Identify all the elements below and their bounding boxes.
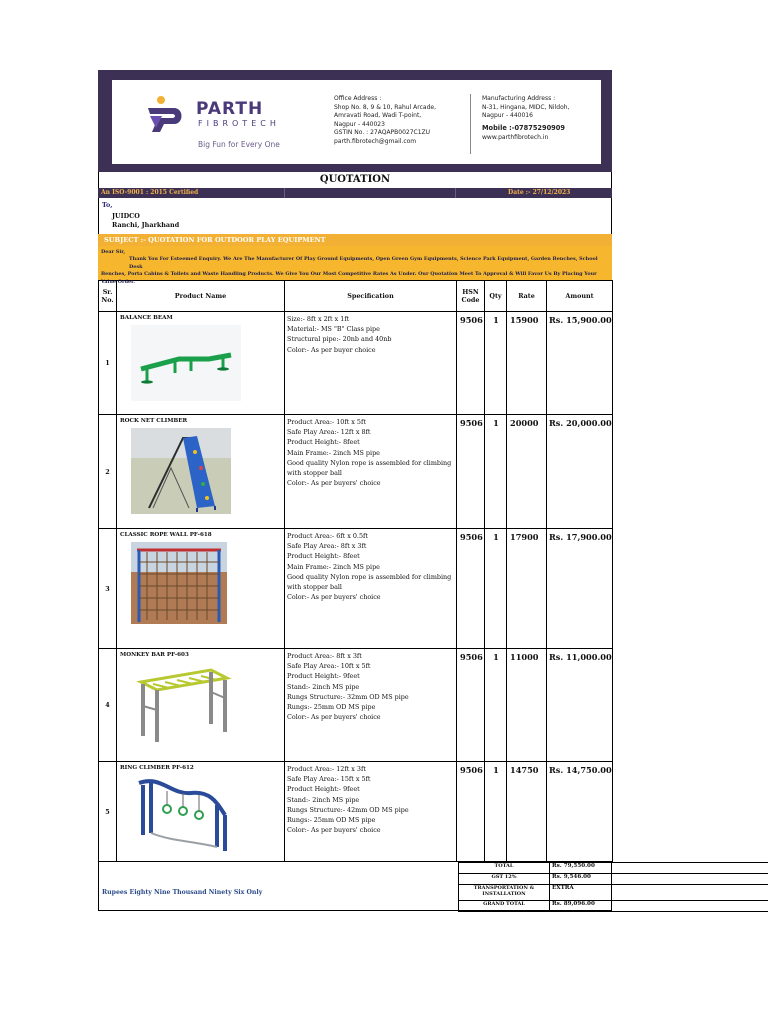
company-website: www.parthfibrotech.in xyxy=(482,134,549,142)
cover-letter xyxy=(98,246,612,285)
recipient-name: JUIDCO xyxy=(112,212,140,220)
item-qty: 1 xyxy=(485,312,507,415)
mfg-address-line: Manufacturing Address : xyxy=(482,95,556,102)
gstin-number: GSTIN No. : 27AQAPB0027C1ZU xyxy=(334,129,431,137)
spec-line: Main Frame:- 2inch MS pipe xyxy=(287,448,380,457)
iso-certification: An ISO-9001 : 2015 Certified xyxy=(101,189,199,196)
item-product-cell xyxy=(117,312,285,415)
cert-separator xyxy=(455,188,456,198)
spec-line: Color:- As per buyers' choice xyxy=(287,593,381,602)
spec-line: Good quality Nylon rope is assembled for climbing xyxy=(287,572,452,581)
item-rate: 14750 xyxy=(507,762,547,862)
item-product-cell xyxy=(117,529,285,649)
recipient-block xyxy=(98,198,612,234)
item-amount: Rs. 14,750.00 xyxy=(547,762,613,862)
spec-line: Safe Play Area:- 10ft x 5ft xyxy=(287,662,371,671)
item-spec xyxy=(285,529,457,649)
table-row xyxy=(99,529,613,649)
item-name: ROCK NET CLIMBER xyxy=(120,418,188,424)
spec-line: Color:- As per buyer choice xyxy=(287,345,376,354)
item-sr: 2 xyxy=(99,415,117,529)
address-divider xyxy=(470,94,471,154)
item-rate: 20000 xyxy=(507,415,547,529)
grand-total-row xyxy=(459,901,768,912)
col-header-rate: Rate xyxy=(507,281,547,312)
item-sr: 5 xyxy=(99,762,117,862)
letterhead-panel xyxy=(112,80,601,164)
spec-line: Product Height:- 8feet xyxy=(287,438,360,447)
item-name: RING CLIMBER PF-612 xyxy=(120,765,194,771)
manufacturing-address xyxy=(482,95,569,143)
transport-label: TRANSPORTATION & INSTALLATION xyxy=(459,885,550,901)
spec-line: Safe Play Area:- 15ft x 5ft xyxy=(287,775,371,784)
office-address-line: Office Address : xyxy=(334,95,382,102)
totals-footer xyxy=(98,862,612,911)
table-row xyxy=(99,415,613,529)
spec-line: Material:- MS "B" Class pipe xyxy=(287,325,380,334)
company-subname: FIBROTECH xyxy=(198,119,280,128)
spec-line: Rungs Structure:- 42mm OD MS pipe xyxy=(287,805,409,814)
spec-line: Main Frame:- 2inch MS pipe xyxy=(287,562,380,571)
item-hsn: 9506 xyxy=(457,762,485,862)
item-qty: 1 xyxy=(485,529,507,649)
spec-line: Rungs Structure:- 32mm OD MS pipe xyxy=(287,692,409,701)
spec-line: Product Area:- 8ft x 3ft xyxy=(287,652,362,660)
items-table xyxy=(98,280,613,862)
office-address-line: Nagpur - 440023 xyxy=(334,120,385,128)
col-header-spec: Specification xyxy=(285,281,457,312)
col-header-hsn: HSN Code xyxy=(457,281,485,312)
gst-row xyxy=(459,874,768,885)
spec-line: Product Area:- 6ft x 0.5ft xyxy=(287,532,368,540)
balance-beam-picture xyxy=(131,325,241,401)
company-tagline: Big Fun for Every One xyxy=(198,140,280,149)
table-row xyxy=(99,312,613,415)
recipient-place: Ranchi, Jharkhand xyxy=(112,221,180,229)
totals-block xyxy=(458,862,612,912)
office-address xyxy=(334,95,436,147)
ring-climber-picture xyxy=(131,775,235,853)
item-qty: 1 xyxy=(485,649,507,762)
cert-separator xyxy=(284,188,285,198)
col-header-name: Product Name xyxy=(117,281,285,312)
item-spec xyxy=(285,312,457,415)
item-name: BALANCE BEAM xyxy=(120,315,173,321)
monkey-bar-picture xyxy=(131,662,235,748)
quotation-date: Date :- 27/12/2023 xyxy=(508,189,571,196)
total-label: TOTAL xyxy=(459,863,550,874)
item-spec xyxy=(285,415,457,529)
gst-value: Rs. 9,546.00 xyxy=(550,874,768,885)
office-address-line: Amravati Road, Wadi T-point, xyxy=(334,112,422,120)
item-sr: 3 xyxy=(99,529,117,649)
item-amount: Rs. 11,000.00 xyxy=(547,649,613,762)
company-email: parth.fibrotech@gmail.com xyxy=(334,137,417,145)
item-amount: Rs. 17,900.00 xyxy=(547,529,613,649)
rope-wall-picture xyxy=(131,542,227,624)
item-hsn: 9506 xyxy=(457,415,485,529)
item-rate: 11000 xyxy=(507,649,547,762)
amount-in-words: Rupees Eighty Nine Thousand Ninety Six Only xyxy=(102,889,263,896)
item-hsn: 9506 xyxy=(457,529,485,649)
letter-greeting: Dear Sir, xyxy=(101,249,126,255)
to-label: To, xyxy=(102,201,113,209)
item-spec xyxy=(285,762,457,862)
spec-line: with stopper ball xyxy=(287,583,342,592)
spec-line: Rungs:- 25mm OD MS pipe xyxy=(287,703,376,712)
total-row xyxy=(459,863,768,874)
spec-line: Size:- 8ft x 2ft x 1ft xyxy=(287,315,350,323)
col-header-amount: Amount xyxy=(547,281,613,312)
item-name: MONKEY BAR PF-603 xyxy=(120,652,189,658)
office-address-line: Shop No. 8, 9 & 10, Rahul Arcade, xyxy=(334,103,436,111)
spec-line: Safe Play Area:- 8ft x 3ft xyxy=(287,542,367,551)
letter-line: Value Order. xyxy=(101,278,135,285)
table-row xyxy=(99,649,613,762)
item-sr: 1 xyxy=(99,312,117,415)
spec-line: Product Area:- 10ft x 5ft xyxy=(287,418,366,426)
item-sr: 4 xyxy=(99,649,117,762)
company-logo-icon xyxy=(142,94,190,134)
col-header-qty: Qty xyxy=(485,281,507,312)
spec-line: Stand:- 2inch MS pipe xyxy=(287,795,360,804)
spec-line: Product Height:- 9feet xyxy=(287,672,360,681)
spec-line: Color:- As per buyers' choice xyxy=(287,479,381,488)
item-rate: 15900 xyxy=(507,312,547,415)
mfg-address-line: Nagpur - 440016 xyxy=(482,112,533,120)
transport-value: EXTRA xyxy=(550,885,768,901)
item-rate: 17900 xyxy=(507,529,547,649)
document-title: QUOTATION xyxy=(98,172,612,188)
subject-line: SUBJECT :- QUOTATION FOR OUTDOOR PLAY EQUIPMENT xyxy=(98,234,612,246)
rock-net-climber-picture xyxy=(131,428,231,514)
grand-total-label: GRAND TOTAL xyxy=(459,901,550,912)
spec-line: Good quality Nylon rope is assembled for climbing xyxy=(287,458,452,467)
total-value: Rs. 79,550.00 xyxy=(550,863,768,874)
spec-line: Stand:- 2inch MS pipe xyxy=(287,682,360,691)
item-name: CLASSIC ROPE WALL PF-618 xyxy=(120,532,212,538)
spec-line: with stopper ball xyxy=(287,469,342,478)
item-product-cell xyxy=(117,649,285,762)
item-product-cell xyxy=(117,415,285,529)
totals-table xyxy=(458,862,768,912)
mobile-number: Mobile :-07875290909 xyxy=(482,123,565,132)
spec-line: Safe Play Area:- 12ft x 8ft xyxy=(287,428,371,437)
transport-row xyxy=(459,885,768,901)
spec-line: Product Height:- 8feet xyxy=(287,552,360,561)
letter-line: Thank You For Esteemed Enquiry. We Are The Manufacturer Of Play Ground Equipments, Open Green Gym Equipments, Science Park Equipment, Garden Benches, School Desk xyxy=(129,256,598,270)
item-qty: 1 xyxy=(485,762,507,862)
spec-line: Rungs:- 25mm OD MS pipe xyxy=(287,816,376,825)
item-spec xyxy=(285,649,457,762)
letterhead xyxy=(98,70,612,172)
spec-line: Structural pipe:- 20nb and 40nb xyxy=(287,335,392,344)
item-amount: Rs. 15,900.00 xyxy=(547,312,613,415)
quotation-document xyxy=(98,70,612,911)
spec-line: Product Area:- 12ft x 3ft xyxy=(287,765,366,773)
letter-line: Benches, Porta Cabins & Toilets and Waste Handling Products. We Give You Our Most Competitive Rates As Under. Our Quotation Meet To Approval & Will Favor Us By Placing Your xyxy=(101,271,597,278)
certification-bar xyxy=(98,188,612,198)
item-amount: Rs. 20,000.00 xyxy=(547,415,613,529)
item-qty: 1 xyxy=(485,415,507,529)
table-header-row xyxy=(99,281,613,312)
item-hsn: 9506 xyxy=(457,649,485,762)
spec-line: Product Height:- 9feet xyxy=(287,785,360,794)
spec-line: Color:- As per buyers' choice xyxy=(287,826,381,835)
grand-total-value: Rs. 89,096.00 xyxy=(550,901,768,912)
spec-line: Color:- As per buyers' choice xyxy=(287,713,381,722)
item-product-cell xyxy=(117,762,285,862)
company-name: PARTH xyxy=(196,99,264,119)
mfg-address-line: N-31, Hingana, MIDC, Nildoh, xyxy=(482,103,570,111)
table-row xyxy=(99,762,613,862)
col-header-sr: Sr. No. xyxy=(99,281,117,312)
gst-label: GST 12% xyxy=(459,874,550,885)
item-hsn: 9506 xyxy=(457,312,485,415)
